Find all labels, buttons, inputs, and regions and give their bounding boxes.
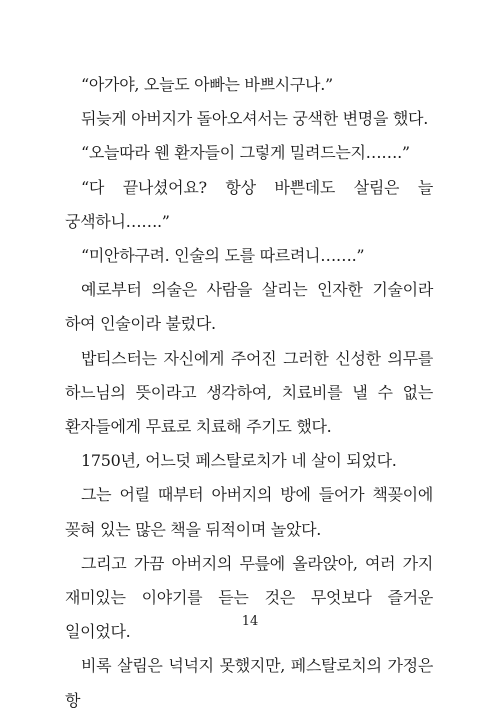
paragraph-3: “오늘따라 웬 환자들이 그렇게 밀려드는지…….” — [81, 143, 410, 163]
paragraph-4: “다 끝나셨어요? 항상 바쁜데도 살림은 늘 궁색하니…….” — [65, 177, 433, 231]
paragraph-10: 그리고 가끔 아버지의 무릎에 올라앉아, 여러 가지 재미있는 이야기를 듣는 것은 무엇보다 즐거운 일이었다. — [65, 553, 433, 642]
paragraph-2: 뒤늦게 아버지가 돌아오셔서는 궁색한 변명을 했다. — [81, 109, 428, 129]
paragraph-9: 그는 어릴 때부터 아버지의 방에 들어가 책꽂이에 꽂혀 있는 많은 책을 뒤적이며 놀았다. — [65, 485, 433, 539]
page-number: 14 — [241, 614, 259, 629]
paragraph-11: 비록 살림은 넉넉지 못했지만, 페스탈로치의 가정은 항 — [65, 656, 433, 710]
paragraph-1: “아가야, 오늘도 아빠는 바쁘시구나.” — [81, 75, 333, 94]
paragraph-7: 밥티스터는 자신에게 주어진 그러한 신성한 의무를 하느님의 뜻이라고 생각하여, 치료비를 낼 수 없는 환자들에게 무료로 치료해 주기도 했다. — [65, 348, 433, 437]
paragraph-8: 1750년, 어느덧 페스탈로치가 네 살이 되었다. — [81, 451, 397, 471]
paragraph-6: 예로부터 의술은 사람을 살리는 인자한 기술이라 하여 인술이라 불렀다. — [65, 280, 433, 334]
paragraph-5: “미안하구려. 인술의 도를 따르려니…….” — [81, 246, 365, 266]
